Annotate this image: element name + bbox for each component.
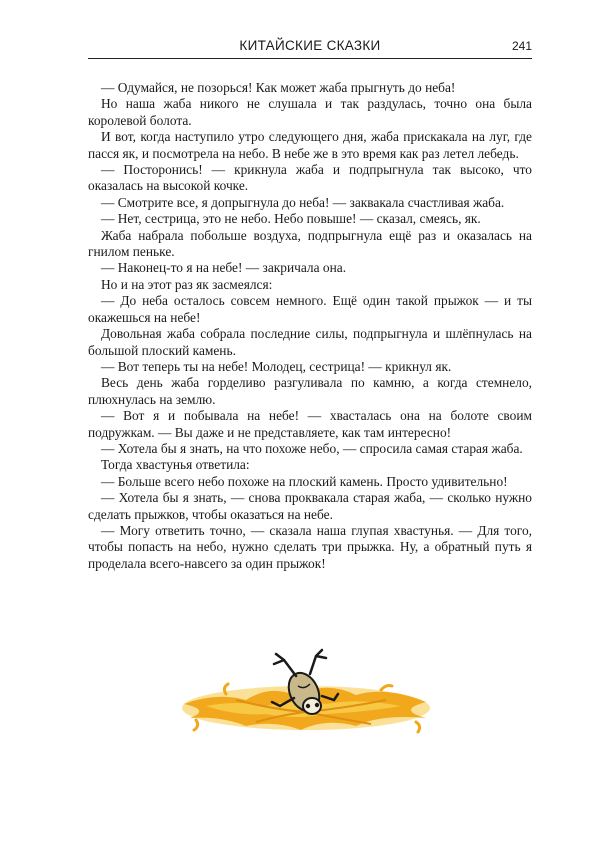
paragraph: — Одумайся, не позорься! Как может жаба прыгнуть до неба! xyxy=(101,80,456,95)
paragraph: — Наконец-то я на небе! — закричала она. xyxy=(101,260,347,276)
paragraph: — Смотрите все, я допрыгнула до неба! — заквакала счастливая жаба. xyxy=(101,194,505,210)
paragraph: — Посторонись! — крикнула жаба и подпрыгнула так высоко, что оказалась на высокой кочке. xyxy=(88,162,532,194)
paragraph: — Нет, сестрица, это не небо. Небо повыше! — сказал, смеясь, як. xyxy=(101,211,481,227)
paragraph: — Вот я и побывала на небе! — хвасталась она на болоте своим подружкам. — Вы даже и не представляете, как там интересно! xyxy=(88,408,532,440)
page-number: 241 xyxy=(511,39,532,53)
paragraph: Весь день жаба горделиво разгуливала по камню, а когда стемнело, плюхнулась на землю. xyxy=(88,375,532,407)
paragraph: Тогда хвастунья ответила: xyxy=(101,457,250,473)
paragraph: И вот, когда наступило утро следующего дня, жаба прискакала на луг, где пасся як, и посмотрела на небо. В небе же в это время как раз летел лебедь. xyxy=(88,129,532,161)
paragraph: Но наша жаба никого не слушала и так раздулась, точно она была королевой болота. xyxy=(88,96,532,128)
page-header xyxy=(88,38,532,59)
paragraph: — Вот теперь ты на небе! Молодец, сестрица! — крикнул як. xyxy=(101,358,452,374)
paragraph: Довольная жаба собрала последние силы, подпрыгнула и шлёпнулась на большой плоский камень. xyxy=(88,326,532,358)
paragraph: Жаба набрала побольше воздуха, подпрыгнула ещё раз и оказалась на гнилом пеньке. xyxy=(88,227,532,260)
paragraph: — До неба осталось совсем немного. Ещё один такой прыжок — и ты окажешься на небе! xyxy=(88,293,532,325)
running-title: КИТАЙСКИЕ СКАЗКИ xyxy=(239,38,381,53)
frog-splash-illustration xyxy=(176,640,436,740)
paragraph: Но и на этот раз як засмеялся: xyxy=(101,276,273,292)
paragraph: — Хотела бы я знать, — снова проквакала старая жаба, — сколько нужно сделать прыжков, чтобы оказаться на небе. xyxy=(88,490,532,522)
story-text xyxy=(88,80,532,572)
paragraph: — Больше всего небо похоже на плоский камень. Просто удивительно! xyxy=(101,473,508,489)
paragraph: — Могу ответить точно, — сказала наша глупая хвастунья. — Для того, чтобы попасть на небо, нужно сделать три прыжка. Ну, а обратный путь я проделала всего-навсего за один прыжок! xyxy=(88,522,532,571)
paragraph: — Хотела бы я знать, на что похоже небо, — спросила самая старая жаба. xyxy=(101,440,523,456)
